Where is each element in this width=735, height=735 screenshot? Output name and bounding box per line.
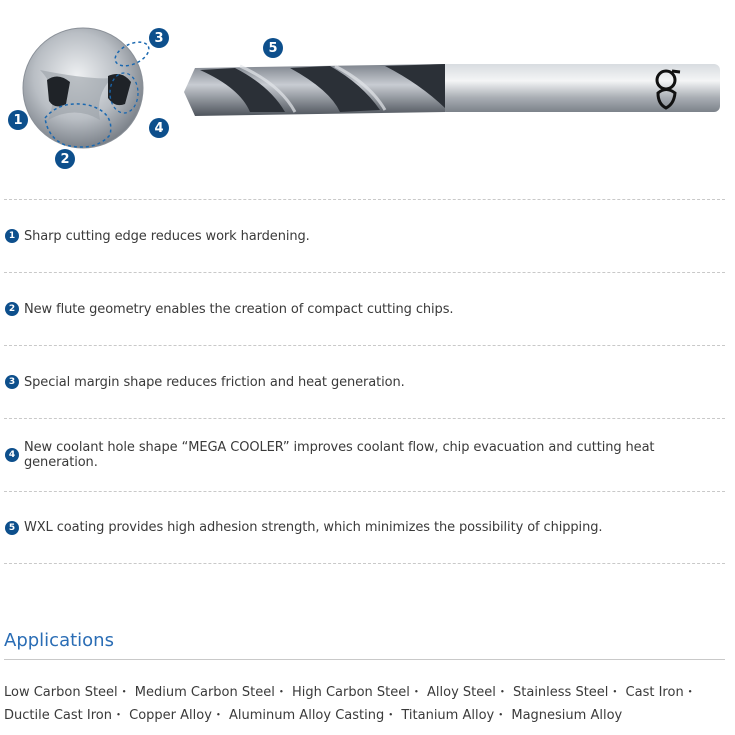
feature-number-icon: 4 (5, 448, 19, 462)
feature-item (4, 345, 725, 418)
applications-list: Low Carbon Steel・ Medium Carbon Steel・ High Carbon Steel・ Alloy Steel・ Stainless Steel・ Cast Iron・ Ductile Cast Iron・ Copper Alloy・ Aluminum Alloy Casting・ Titanium Alloy・ Magnesium Alloy (4, 685, 697, 723)
feature-text: New flute geometry enables the creation of compact cutting chips. (24, 301, 454, 317)
callout-badge-1: 1 (8, 110, 28, 130)
drill-illustration-svg (0, 0, 735, 180)
feature-text: New coolant hole shape “MEGA COOLER” improves coolant flow, chip evacuation and cutting heat generation. (24, 440, 655, 470)
feature-item (4, 272, 725, 345)
feature-text: Special margin shape reduces friction and heat generation. (24, 374, 405, 390)
drill-end-view (23, 28, 153, 148)
callout-badge-5: 5 (263, 38, 283, 58)
callout-badge-4: 4 (149, 118, 169, 138)
feature-number-icon: 5 (5, 521, 19, 535)
feature-text: Sharp cutting edge reduces work hardening. (24, 228, 310, 244)
feature-item (4, 491, 725, 564)
feature-text: WXL coating provides high adhesion strength, which minimizes the possibility of chipping. (24, 520, 603, 535)
feature-list (4, 199, 725, 564)
applications-divider (4, 659, 725, 660)
callout-badge-2: 2 (55, 149, 75, 169)
feature-number-icon: 3 (5, 375, 19, 389)
drill-side-view (184, 64, 720, 116)
feature-number-icon: 1 (5, 229, 19, 243)
callout-badge-3: 3 (149, 28, 169, 48)
feature-number-icon: 2 (5, 302, 19, 316)
applications-heading: Applications (4, 630, 114, 651)
product-illustration (0, 0, 735, 180)
feature-item (4, 199, 725, 272)
feature-item (4, 418, 725, 491)
